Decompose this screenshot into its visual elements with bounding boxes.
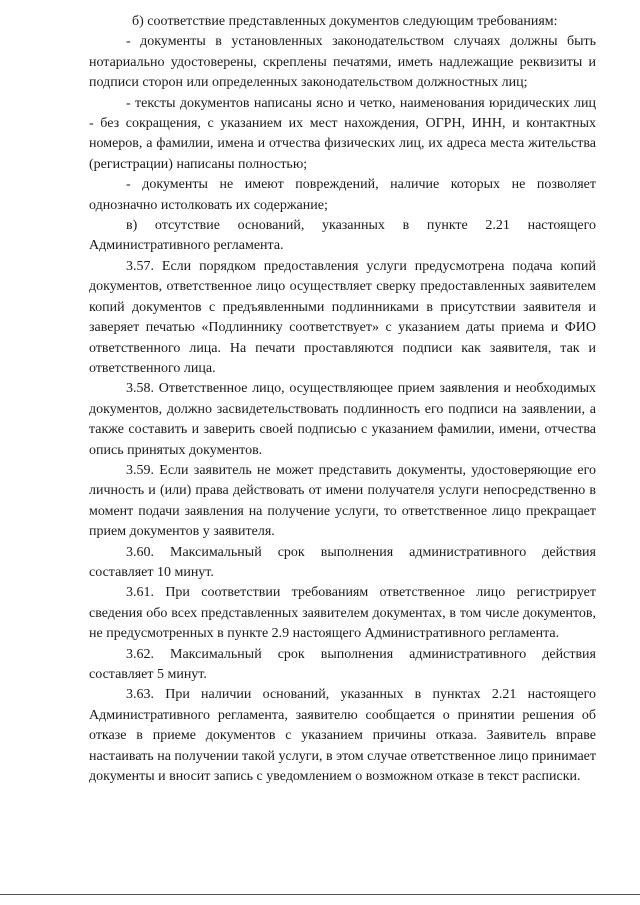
requirement-no-grounds: в) отсутствие оснований, указанных в пункте 2.21 настоящего Административного регламента.: [89, 218, 596, 254]
clause-3-59: 3.59. Если заявитель не может представить документы, удостоверяющие его личность и (или) права действовать от имени получателя услуги непосредственно в момент подачи заявления на получение услуги, то ответственное лицо прекращает прием документов у заявителя.: [89, 462, 596, 540]
requirement-notarized: - документы в установленных законодательством случаях должны быть нотариально удостоверены, скреплены печатями, иметь надлежащие реквизиты и подписи сторон или определенных законодательством должностных лиц;: [89, 34, 596, 91]
clause-3-60: 3.60. Максимальный срок выполнения административного действия составляет 10 минут.: [89, 544, 596, 580]
document-body: [89, 12, 596, 787]
clause-3-62: 3.62. Максимальный срок выполнения административного действия составляет 5 минут.: [89, 646, 596, 682]
clause-3-63: 3.63. При наличии оснований, указанных в пунктах 2.21 настоящего Административного регламента, заявителю сообщается о принятии решения об отказе в приеме документов с указанием причины отказа. Заявитель вправе настаивать на получении такой услуги, в этом случае ответственное лицо принимает документы и вносит запись с уведомлением о возможном отказе в текст расписки.: [89, 687, 596, 785]
requirement-legible-texts: - тексты документов написаны ясно и четко, наименования юридических лиц - без сокращения, с указанием их мест нахождения, ОГРН, ИНН, и контактных номеров, а фамилии, имена и отчества физических лиц, их адреса места жительства (регистрации) написаны полностью;: [89, 95, 596, 172]
requirements-intro: б) соответствие представленных документов следующим требованиям:: [132, 14, 558, 29]
clause-3-58: 3.58. Ответственное лицо, осуществляющее прием заявления и необходимых документов, должно засвидетельствовать подлинность его подписи на заявлении, а также составить и заверить своей подписью с указанием фамилии, имени, отчества опись принятых документов.: [89, 381, 596, 458]
requirement-no-damage: - документы не имеют повреждений, наличие которых не позволяет однозначно истолковать их содержание;: [89, 177, 596, 213]
clause-3-57: 3.57. Если порядком предоставления услуги предусмотрена подача копий документов, ответственное лицо осуществляет сверку предоставленных заявителем копий документов с предъявленными подлинниками в присутствии заявителя и заверяет печатью «Подлиннику соответствует» с указанием даты приема и ФИО ответственного лица. На печати проставляются подписи как заявителя, так и ответственного лица.: [89, 258, 596, 376]
clause-3-61: 3.61. При соответствии требованиям ответственное лицо регистрирует сведения обо всех представленных заявителем документах, в том числе документов, не предусмотренных в пункте 2.9 настоящего Административного регламента.: [89, 585, 596, 642]
page-bottom-rule: [0, 894, 640, 895]
